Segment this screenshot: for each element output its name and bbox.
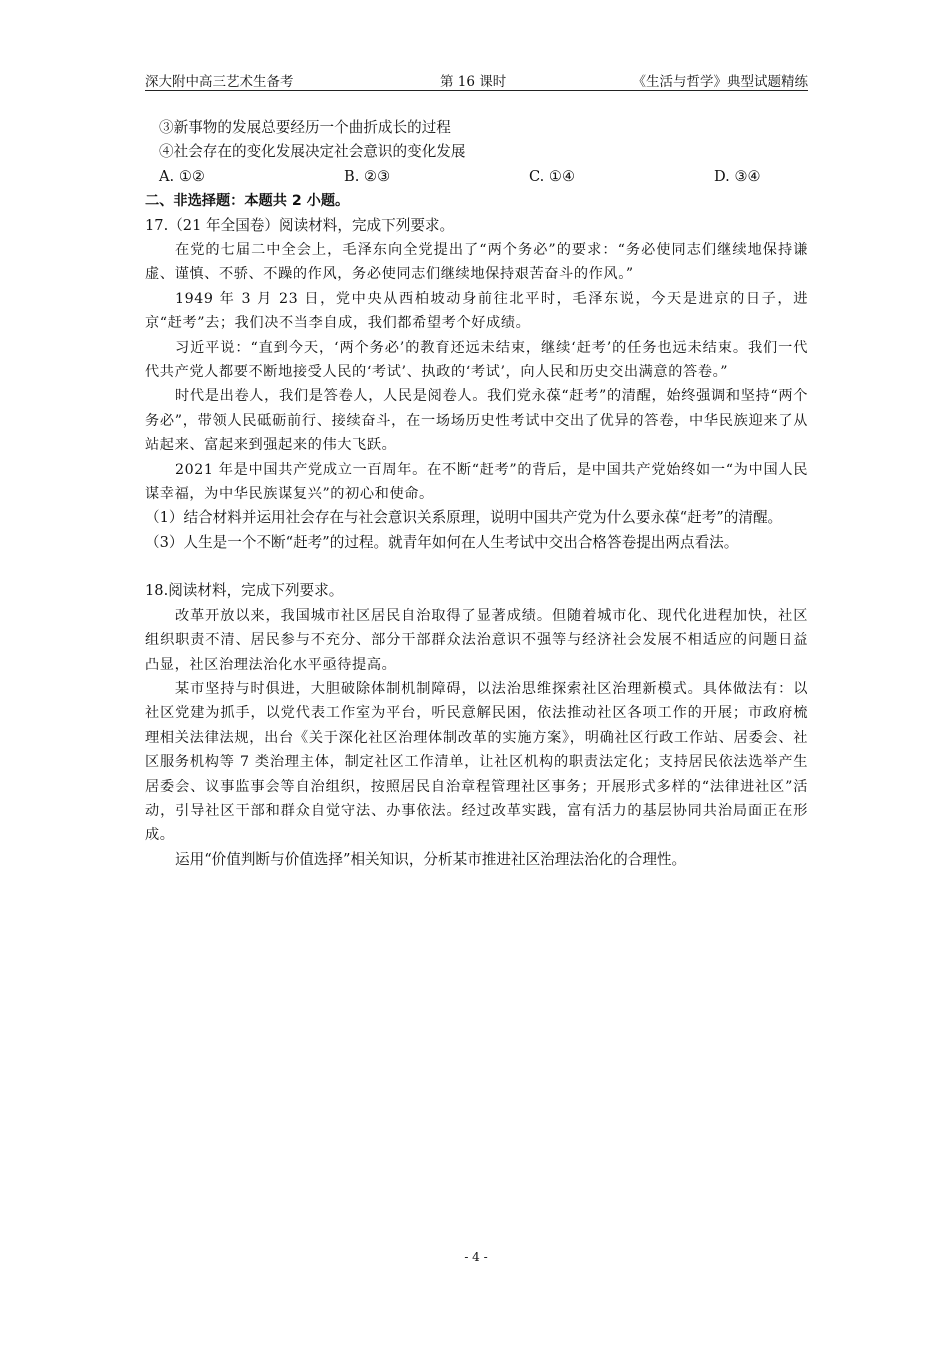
choice-item-3: ③新事物的发展总要经历一个曲折成长的过程 xyxy=(159,119,451,136)
choice-item-4: ④社会存在的变化发展决定社会意识的变化发展 xyxy=(159,143,466,161)
q18-task: 运用“价值判断与价值选择”相关知识，分析某市推进社区治理法治化的合理性。 xyxy=(175,850,687,868)
question-17-stem: 17.（21 年全国卷）阅读材料，完成下列要求。 xyxy=(145,216,455,234)
question-18-stem: 18.阅读材料，完成下列要求。 xyxy=(145,582,344,600)
q17-material-paragraph: 在党的七届二中全会上，毛泽东向全党提出了“两个务必”的要求：“务必使同志们继续地保持谦虚、谨慎、不骄、不躁的作风，务必使同志们继续地保持艰苦奋斗的作风。” xyxy=(145,242,808,283)
q17-material-paragraph: 时代是出卷人，我们是答卷人，人民是阅卷人。我们党永葆“赶考”的清醒，始终强调和坚持“两个务必”，带领人民砥砺前行、接续奋斗，在一场场历史性考试中交出了优异的答卷，中华民族迎来了从站起来、富起来到强起来的伟大飞跃。 xyxy=(145,388,808,454)
option-c: C. ①④ xyxy=(529,167,576,185)
q17-material-paragraph: 2021 年是中国共产党成立一百周年。在不断“赶考”的背后，是中国共产党始终如一“为中国人民谋幸福，为中华民族谋复兴”的初心和使命。 xyxy=(145,461,808,503)
q18-material-paragraph: 某市坚持与时俱进，大胆破除体制机制障碍，以法治思维探索社区治理新模式。具体做法有：以社区党建为抓手，以党代表工作室为平台，听民意解民困，依法推动社区各项工作的开展；市政府梳理相关法律法规，出台《关于深化社区治理体制改革的实施方案》，明确社区行政工作站、居委会、社区服务机构等 7 类治理主体，制定社区工作清单，让社区机构的职责法定化；支持居民依法选举产生居委会、议事监事会等自治组织，按照居民自治章程管理社区事务；开展形式多样的“法律进社区”活动，引导社区干部和群众自觉守法、办事依法。经过改革实践，富有活力的基层协同共治局面正在形成。 xyxy=(145,680,808,844)
page-number: - 4 - xyxy=(464,1250,488,1264)
q17-material-paragraph: 1949 年 3 月 23 日，党中央从西柏坡动身前往北平时，毛泽东说，今天是进京的日子，进京“赶考”去；我们决不当李自成，我们都希望考个好成绩。 xyxy=(145,290,808,332)
page-header xyxy=(145,66,808,91)
q17-material-paragraph: 习近平说：“直到今天，‘两个务必’的教育还远未结束，继续‘赶考’的任务也远未结束。我们一代代共产党人都要不断地接受人民的‘考试’、执政的‘考试’，向人民和历史交出满意的答卷。” xyxy=(145,339,808,381)
spacer xyxy=(145,555,808,579)
q17-subquestion-3: （3）人生是一个不断“赶考”的过程。就青年如何在人生考试中交出合格答卷提出两点看法。 xyxy=(145,533,739,551)
option-d: D. ③④ xyxy=(714,167,761,185)
section-title: 二、非选择题：本题共 2 小题。 xyxy=(145,193,350,210)
q17-subquestion-1: （1）结合材料并运用社会存在与社会意识关系原理，说明中国共产党为什么要永葆“赶考”的清醒。 xyxy=(145,509,783,527)
option-b: B. ②③ xyxy=(344,167,391,185)
header-left: 深大附中高三艺术生备考 xyxy=(145,74,294,90)
q18-material-paragraph: 改革开放以来，我国城市社区居民自治取得了显著成绩。但随着城市化、现代化进程加快，社区组织职责不清、居民参与不充分、部分干部群众法治意识不强等与经济社会发展不相适应的问题日益凸显，社区治理法治化水平亟待提高。 xyxy=(145,607,808,673)
option-a: A. ①② xyxy=(159,167,205,185)
header-right: 《生活与哲学》典型试题精练 xyxy=(632,74,808,90)
answer-options xyxy=(145,165,808,189)
page-content xyxy=(145,116,808,872)
header-center: 第 16 课时 xyxy=(440,74,507,90)
